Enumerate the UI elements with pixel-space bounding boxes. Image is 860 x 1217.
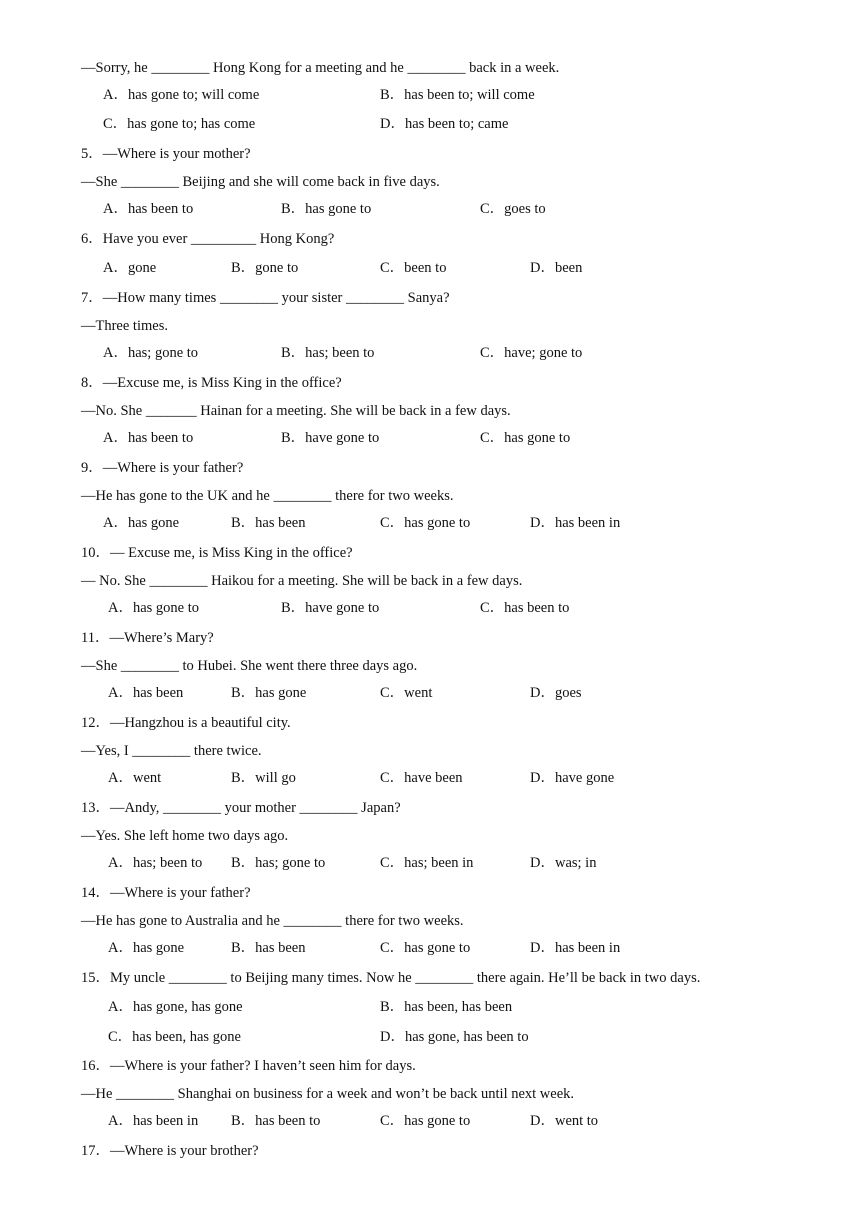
option-d: D．have gone <box>530 770 615 786</box>
option-a: A．has been <box>108 685 184 701</box>
question-line: 16．—Where is your father? I haven’t seen him for days. <box>81 1058 416 1074</box>
question-line: 7．—How many times ________ your sister ________ Sanya? <box>81 290 450 306</box>
option-c: C．has been to <box>480 600 570 616</box>
option-b: B．has been <box>231 515 306 531</box>
question-line: 11．—Where’s Mary? <box>81 630 214 646</box>
question-line: 12．—Hangzhou is a beautiful city. <box>81 715 291 731</box>
question-line: 6．Have you ever _________ Hong Kong? <box>81 231 335 247</box>
option-d: D．has been in <box>530 940 621 956</box>
option-b: B．has been to; will come <box>380 87 535 103</box>
option-c: C．have; gone to <box>480 345 583 361</box>
option-d: D．been <box>530 260 583 276</box>
question-line: —She ________ Beijing and she will come back in five days. <box>81 174 440 190</box>
option-b: B．will go <box>231 770 296 786</box>
question-line: 13．—Andy, ________ your mother ________ Japan? <box>81 800 401 816</box>
question-line: —Yes, I ________ there twice. <box>81 743 262 759</box>
option-b: B．has; been to <box>281 345 375 361</box>
option-a: A．has been in <box>108 1113 199 1129</box>
option-b: B．gone to <box>231 260 299 276</box>
option-c: C．goes to <box>480 201 546 217</box>
option-c: C．went <box>380 685 433 701</box>
option-c: C．has gone to; has come <box>103 116 256 132</box>
option-b: B．have gone to <box>281 430 380 446</box>
question-line: 9．—Where is your father? <box>81 460 244 476</box>
option-b: B．has been to <box>231 1113 321 1129</box>
option-d: D．has been to; came <box>380 116 509 132</box>
option-a: A．has gone, has gone <box>108 999 243 1015</box>
question-line: 17．—Where is your brother? <box>81 1143 259 1159</box>
question-line: 14．—Where is your father? <box>81 885 251 901</box>
option-b: B．has; gone to <box>231 855 326 871</box>
option-c: C．has gone to <box>380 1113 471 1129</box>
question-line: —She ________ to Hubei. She went there three days ago. <box>81 658 418 674</box>
option-c: C．have been <box>380 770 463 786</box>
option-a: A．has; been to <box>108 855 203 871</box>
option-a: A．gone <box>103 260 157 276</box>
option-b: B．has been, has been <box>380 999 513 1015</box>
option-a: A．has; gone to <box>103 345 199 361</box>
option-a: A．has gone <box>103 515 180 531</box>
question-line: — No. She ________ Haikou for a meeting. She will be back in a few days. <box>81 573 523 589</box>
question-line: —Yes. She left home two days ago. <box>81 828 289 844</box>
question-line: 5．—Where is your mother? <box>81 146 251 162</box>
option-d: D．went to <box>530 1113 599 1129</box>
option-a: A．has been to <box>103 430 194 446</box>
option-c: C．has gone to <box>480 430 571 446</box>
option-c: C．has been, has gone <box>108 1029 241 1045</box>
option-d: D．goes <box>530 685 582 701</box>
question-line: —He has gone to Australia and he ________ there for two weeks. <box>81 913 464 929</box>
option-b: B．has been <box>231 940 306 956</box>
option-b: B．have gone to <box>281 600 380 616</box>
option-c: C．has gone to <box>380 515 471 531</box>
option-d: D．has gone, has been to <box>380 1029 529 1045</box>
option-a: A．has gone to; will come <box>103 87 260 103</box>
question-line: —No. She _______ Hainan for a meeting. She will be back in a few days. <box>81 403 511 419</box>
option-b: B．has gone to <box>281 201 372 217</box>
option-c: C．has gone to <box>380 940 471 956</box>
option-c: C．has; been in <box>380 855 474 871</box>
option-a: A．has gone to <box>108 600 200 616</box>
question-line: 8．—Excuse me, is Miss King in the office? <box>81 375 342 391</box>
option-a: A．went <box>108 770 162 786</box>
question-line: 10．— Excuse me, is Miss King in the office? <box>81 545 353 561</box>
option-d: D．was; in <box>530 855 597 871</box>
question-line: —Sorry, he ________ Hong Kong for a meeting and he ________ back in a week. <box>81 60 560 76</box>
question-line: —He ________ Shanghai on business for a week and won’t be back until next week. <box>81 1086 575 1102</box>
question-line: 15．My uncle ________ to Beijing many times. Now he ________ there again. He’ll be back in two days. <box>81 970 701 986</box>
question-line: —He has gone to the UK and he ________ there for two weeks. <box>81 488 454 504</box>
option-a: A．has been to <box>103 201 194 217</box>
option-a: A．has gone <box>108 940 185 956</box>
option-b: B．has gone <box>231 685 307 701</box>
option-c: C．been to <box>380 260 447 276</box>
question-line: —Three times. <box>81 318 168 334</box>
option-d: D．has been in <box>530 515 621 531</box>
